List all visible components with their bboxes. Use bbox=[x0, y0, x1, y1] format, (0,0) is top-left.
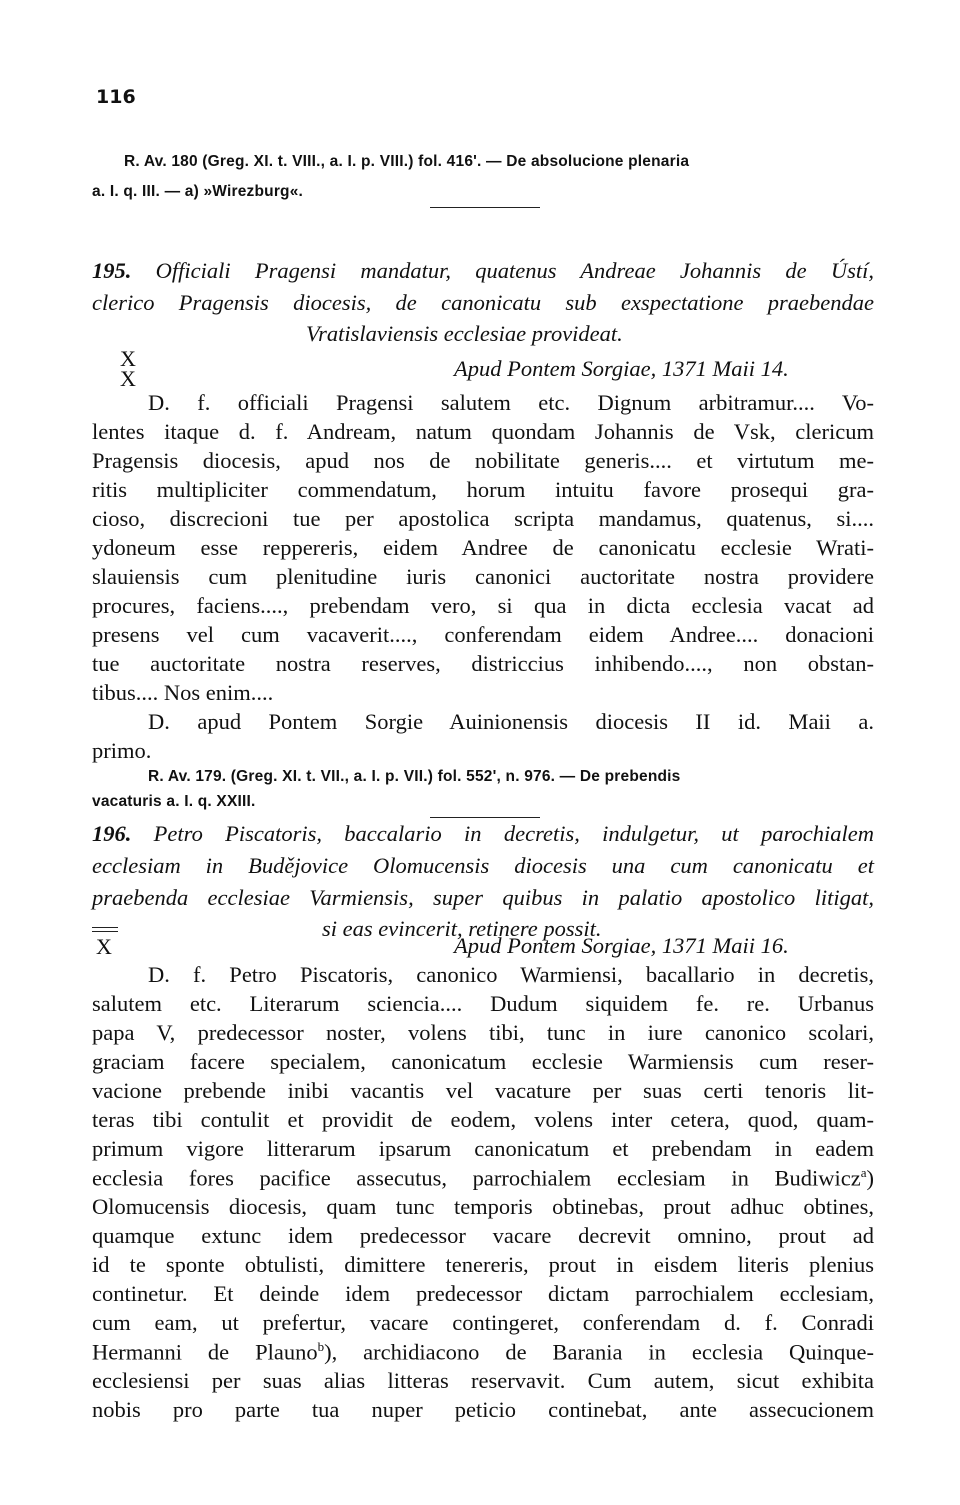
text-line: papa V, predecessor noster, volens tibi, tunc in iure canonico scolari, bbox=[92, 1020, 874, 1045]
doc-heading-line: Vratislaviensis ecclesiae provideat. bbox=[306, 321, 623, 346]
text-line: ecclesia fores pacifice assecutus, parrochialem ecclesiam in Budiwicz$^a$) bbox=[92, 1165, 874, 1191]
text-line: D. f. officiali Pragensi salutem etc. Dignum arbitramur.... Vo- bbox=[148, 390, 874, 415]
text-line: vacione prebende inibi vacantis vel vacature per suas certi tenoris lit- bbox=[92, 1078, 874, 1103]
source-note-line: vacaturis a. I. q. XXIII. bbox=[92, 793, 256, 810]
source-note-line: a. I. q. III. — a) »Wirezburg«. bbox=[92, 183, 304, 200]
text-line: teras tibi contulit et providit de eodem, volens inter cetera, quod, quam- bbox=[92, 1107, 874, 1132]
source-note-line: R. Av. 179. (Greg. XI. t. VII., a. I. p. VII.) fol. 552', n. 976. — De prebendis bbox=[148, 768, 681, 785]
text-line: presens vel cum vacaverit...., conferendam eidem Andree.... donacioni bbox=[92, 622, 874, 647]
text-line: ydoneum esse reppereris, eidem Andree de canonicatu ecclesie Wrati- bbox=[92, 535, 874, 560]
text-line: lentes itaque d. f. Andream, natum quondam Johannis de Vsk, clericum bbox=[92, 419, 874, 444]
doc-heading-line: clerico Pragensis diocesis, de canonicatu sub exspectatione praebendae bbox=[92, 290, 874, 315]
doc-heading-line: praebenda ecclesiae Varmiensis, super quibus in palatio apostolico litigat, bbox=[92, 885, 874, 910]
text-line: ritis multipliciter commendatum, horum intuitu favore prosequi gra- bbox=[92, 477, 874, 502]
text-line: Olomucensis diocesis, quam tunc temporis obtinebas, prout adhuc obtines, bbox=[92, 1194, 874, 1219]
footnote-ref: a bbox=[860, 1165, 867, 1180]
text-line: quamque extunc idem predecessor vacare decrevit omnino, prout ad bbox=[92, 1223, 874, 1248]
text-line: salutem etc. Literarum sciencia.... Dudum siquidem fe. re. Urbanus bbox=[92, 991, 874, 1016]
source-note-line: R. Av. 180 (Greg. XI. t. VIII., a. I. p. VIII.) fol. 416'. — De absolucione plenaria bbox=[124, 153, 690, 170]
text-line: graciam facere specialem, canonicatum ecclesie Warmiensis cum reser- bbox=[92, 1049, 874, 1074]
page-number: 116 bbox=[96, 86, 136, 108]
register-mark: X bbox=[120, 346, 136, 371]
text-line: tue auctoritate nostra reserves, districcius inhibendo...., non obstan- bbox=[92, 651, 874, 676]
place-date: Apud Pontem Sorgiae, 1371 Maii 14. bbox=[454, 356, 789, 381]
text-line: procures, faciens...., prebendam vero, si qua in dicta ecclesia vacat ad bbox=[92, 593, 874, 618]
doc-heading-line: 196. Petro Piscatoris, baccalario in decretis, indulgetur, ut parochialem bbox=[92, 821, 874, 846]
text-line: cioso, discrecioni tue per apostolica scripta mandamus, quatenus, si.... bbox=[92, 506, 874, 531]
doc-number: 195. bbox=[92, 258, 132, 283]
separator-rule bbox=[430, 207, 540, 208]
text-line: Pragensis diocesis, apud nos de nobilitate generis.... et virtutum me- bbox=[92, 448, 874, 473]
register-mark-rule bbox=[92, 927, 118, 928]
register-mark-rule bbox=[92, 931, 118, 932]
text-line: primum vigore litterarum ipsarum canonicatum et prebendam in eadem bbox=[92, 1136, 874, 1161]
text-line: Hermanni de Plauno$^b$), archidiacono de Barania in ecclesia Quinque- bbox=[92, 1339, 874, 1365]
register-mark: X bbox=[120, 366, 136, 391]
doc-heading-line: ecclesiam in Budějovice Olomucensis diocesis una cum canonicatu et bbox=[92, 853, 874, 878]
text-line: id te sponte obtulisti, dimittere tenereris, prout in eisdem literis plenius bbox=[92, 1252, 874, 1277]
doc-heading-line: 195. Officiali Pragensi mandatur, quatenus Andreae Johannis de Ústí, bbox=[92, 258, 875, 283]
doc-heading-line: si eas evincerit, retinere possit. bbox=[322, 916, 602, 941]
doc-number: 196. bbox=[92, 821, 132, 846]
text-line: D. apud Pontem Sorgie Auinionensis diocesis II id. Maii a. bbox=[148, 709, 874, 734]
place-date: Apud Pontem Sorgiae, 1371 Maii 16. bbox=[454, 933, 789, 958]
register-mark: X bbox=[96, 934, 112, 959]
text-line: continetur. Et deinde idem predecessor dictam parrochialem ecclesiam, bbox=[92, 1281, 874, 1306]
text-line: nobis pro parte tua nuper peticio continebat, ante assecucionem bbox=[92, 1397, 874, 1422]
text-line: ecclesiensi per suas alias litteras reservavit. Cum autem, sicut exhibita bbox=[92, 1368, 874, 1393]
text-line: D. f. Petro Piscatoris, canonico Warmiensi, bacallario in decretis, bbox=[148, 962, 874, 987]
separator-rule bbox=[430, 817, 540, 818]
text-line: cum eam, ut prefertur, vacare contingeret, conferendam d. f. Conradi bbox=[92, 1310, 874, 1335]
text-line: tibus.... Nos enim.... bbox=[92, 680, 274, 705]
footnote-ref: b bbox=[317, 1339, 325, 1354]
text-line: slauiensis cum plenitudine iuris canonici auctoritate nostra providere bbox=[92, 564, 874, 589]
text-line: primo. bbox=[92, 738, 152, 763]
